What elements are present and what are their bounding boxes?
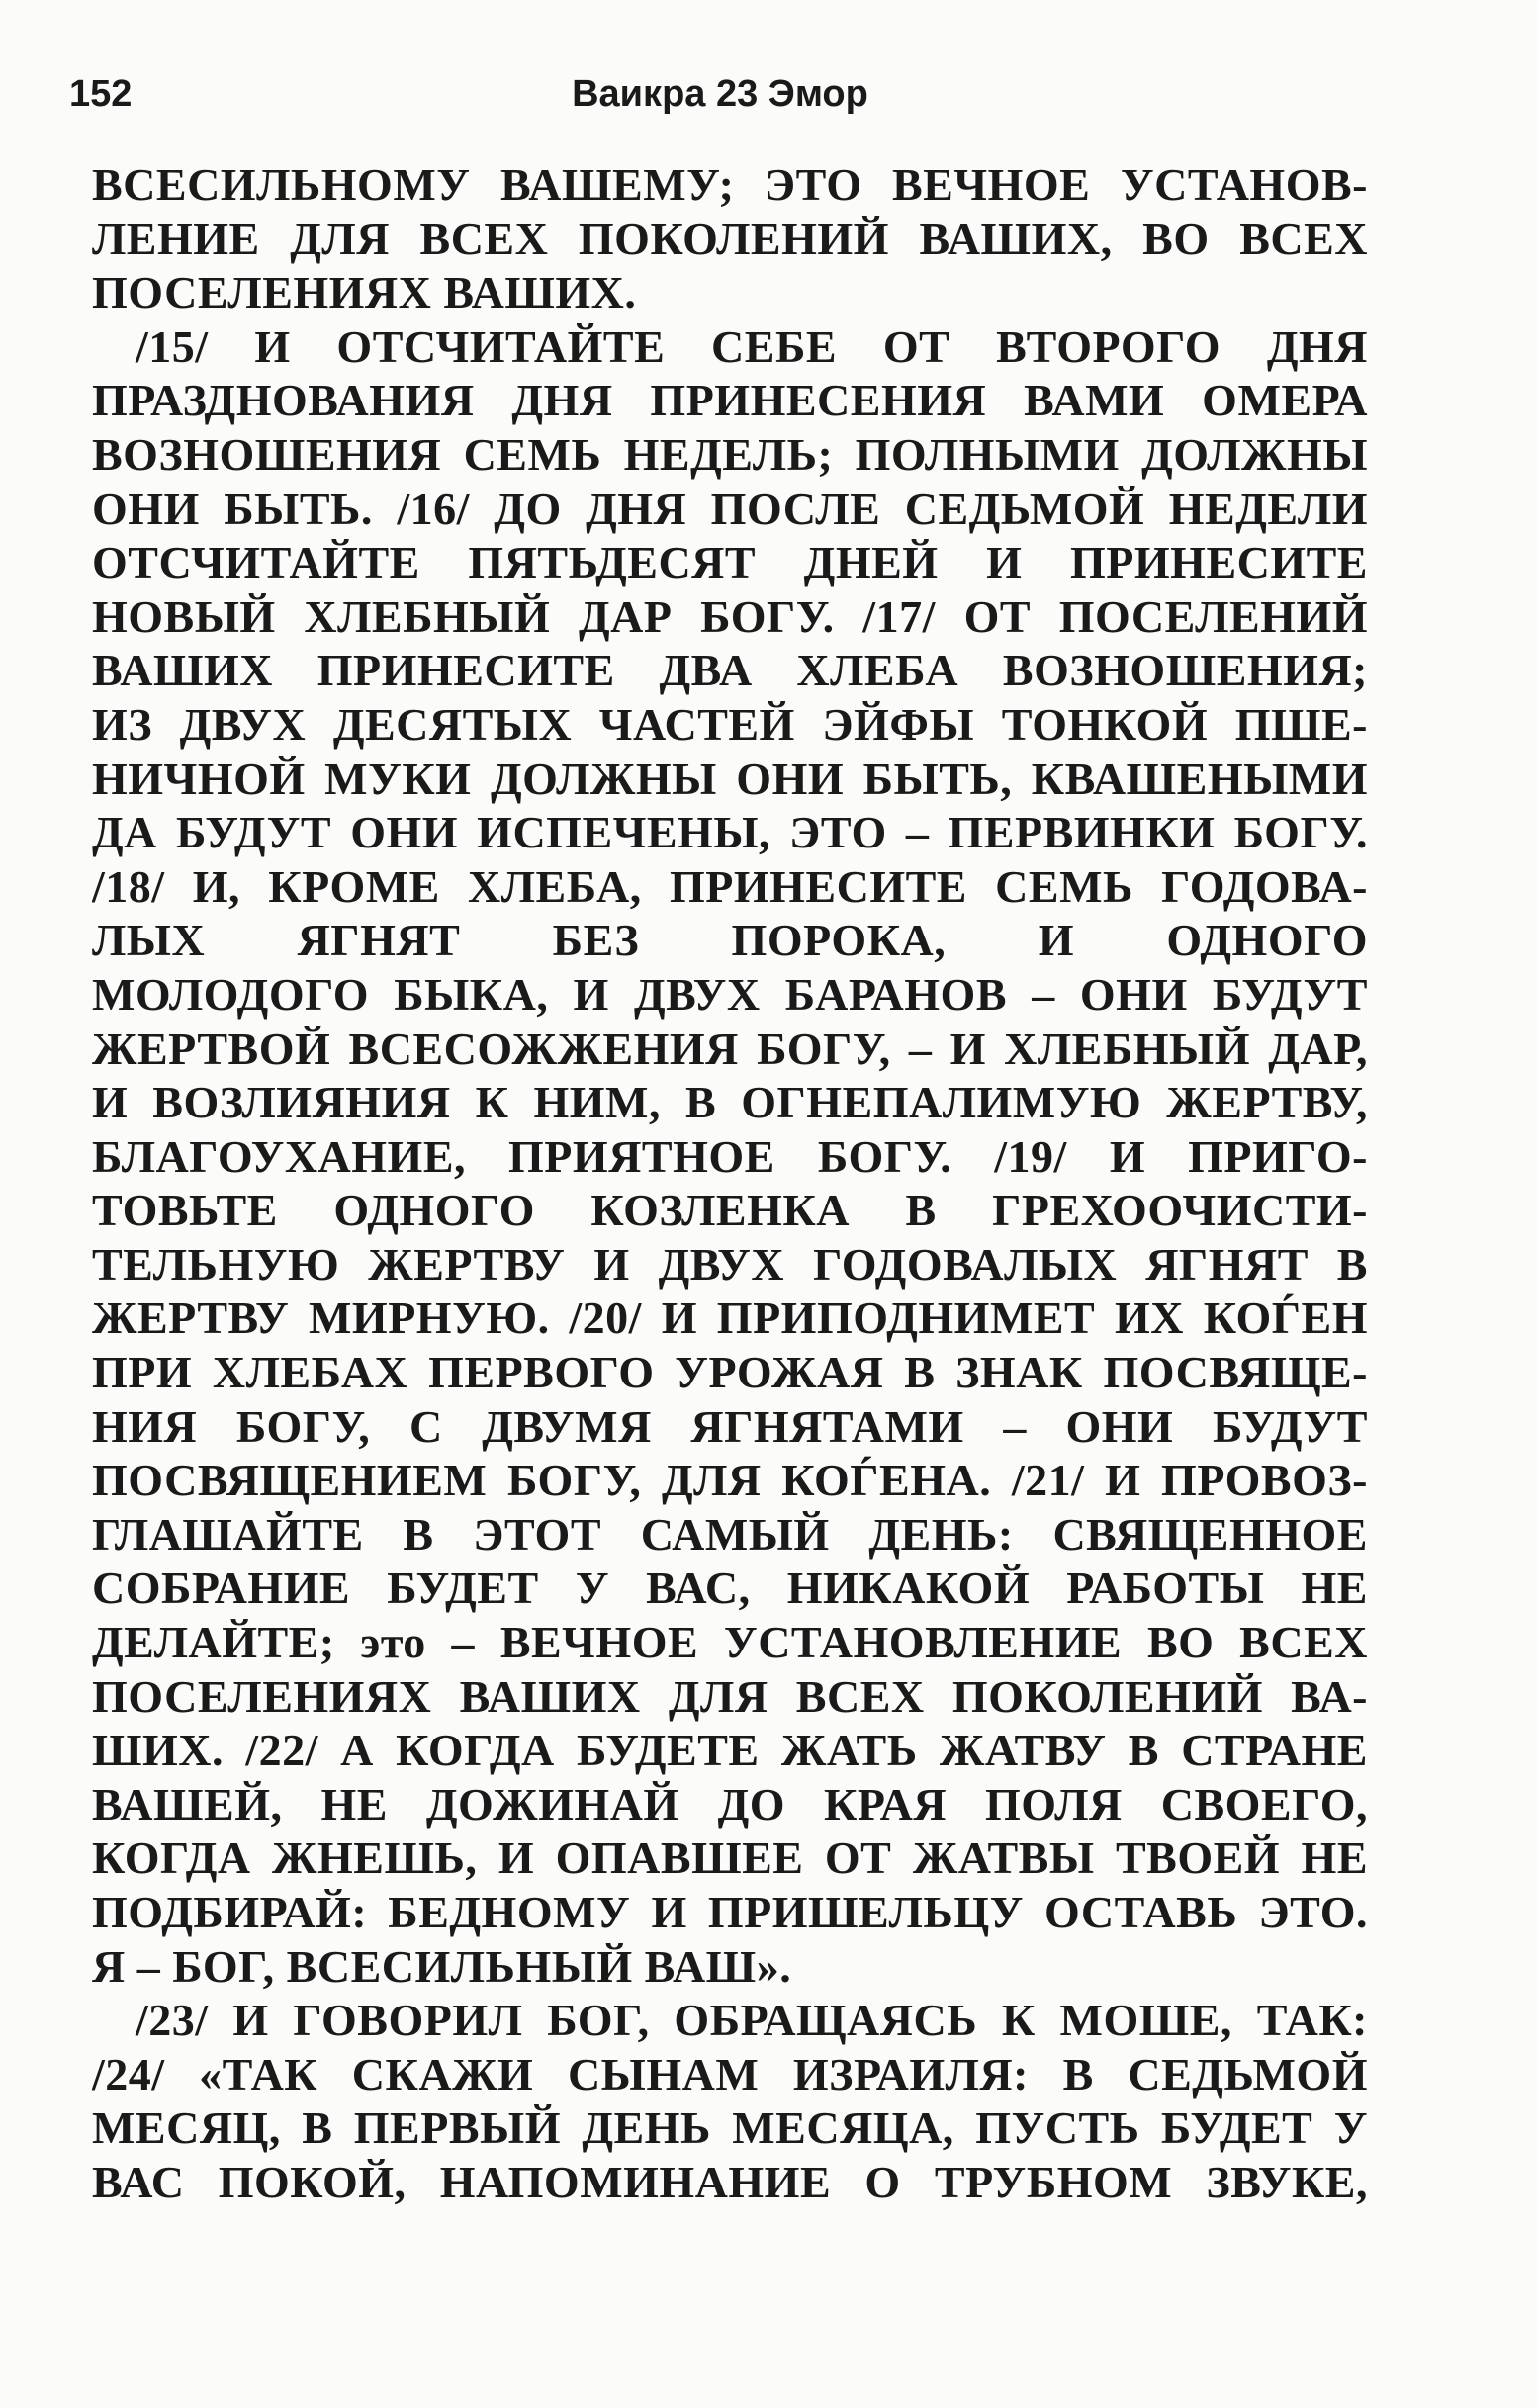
text-line: ВАШИХ ПРИНЕСИТЕ ДВА ХЛЕБА ВОЗНОШЕНИЯ; [92,645,1368,696]
body-text [92,158,1368,2210]
text-line: Я – БОГ, ВСЕСИЛЬНЫЙ ВАШ». [92,1940,792,1992]
text-line: ЛЕНИЕ ДЛЯ ВСЕХ ПОКОЛЕНИЙ ВАШИХ, ВО ВСЕХ [92,213,1368,264]
text-line: ВОЗНОШЕНИЯ СЕМЬ НЕДЕЛЬ; ПОЛНЫМИ ДОЛЖНЫ [92,428,1368,480]
text-line: ТЕЛЬНУЮ ЖЕРТВУ И ДВУХ ГОДОВАЛЫХ ЯГНЯТ В [92,1238,1368,1290]
text-line: ОНИ БЫТЬ. /16/ ДО ДНЯ ПОСЛЕ СЕДЬМОЙ НЕДЕЛИ [92,483,1368,534]
text-line: ШИХ. /22/ А КОГДА БУДЕТЕ ЖАТЬ ЖАТВУ В СТРАНЕ [92,1725,1368,1776]
text-line: ЖЕРТВУ МИРНУЮ. /20/ И ПРИПОДНИМЕТ ИХ КОЃЕН [92,1293,1368,1344]
text-line: ДА БУДУТ ОНИ ИСПЕЧЕНЫ, ЭТО – ПЕРВИНКИ БОГУ. [92,807,1368,858]
text-line: /23/ И ГОВОРИЛ БОГ, ОБРАЩАЯСЬ К МОШЕ, ТАК: [136,1995,1368,2046]
text-line: КОГДА ЖНЕШЬ, И ОПАВШЕЕ ОТ ЖАТВЫ ТВОЕЙ НЕ [92,1832,1368,1884]
text-line: ПРАЗДНОВАНИЯ ДНЯ ПРИНЕСЕНИЯ ВАМИ ОМЕРА [92,375,1368,426]
text-line: МОЛОДОГО БЫКА, И ДВУХ БАРАНОВ – ОНИ БУДУТ [92,968,1368,1020]
text-line: СОБРАНИЕ БУДЕТ У ВАС, НИКАКОЙ РАБОТЫ НЕ [92,1562,1368,1614]
text-line: НИЯ БОГУ, С ДВУМЯ ЯГНЯТАМИ – ОНИ БУДУТ [92,1400,1368,1452]
text-line: БЛАГОУХАНИЕ, ПРИЯТНОЕ БОГУ. /19/ И ПРИГО- [92,1130,1368,1182]
text-line: ОТСЧИТАЙТЕ ПЯТЬДЕСЯТ ДНЕЙ И ПРИНЕСИТЕ [92,537,1368,588]
text-line: ТОВЬТЕ ОДНОГО КОЗЛЕНКА В ГРЕХООЧИСТИ- [92,1185,1368,1236]
text-line: ПОСЕЛЕНИЯХ ВАШИХ ДЛЯ ВСЕХ ПОКОЛЕНИЙ ВА- [92,1670,1368,1722]
text-line: ПОДБИРАЙ: БЕДНОМУ И ПРИШЕЛЬЦУ ОСТАВЬ ЭТО. [92,1887,1368,1937]
text-line: ЖЕРТВОЙ ВСЕСОЖЖЕНИЯ БОГУ, – И ХЛЕБНЫЙ ДАР, [92,1023,1368,1074]
text-line: ПРИ ХЛЕБАХ ПЕРВОГО УРОЖАЯ В ЗНАК ПОСВЯЩЕ- [92,1347,1368,1398]
text-line: НОВЫЙ ХЛЕБНЫЙ ДАР БОГУ. /17/ ОТ ПОСЕЛЕНИЙ [92,590,1368,642]
text-line: МЕСЯЦ, В ПЕРВЫЙ ДЕНЬ МЕСЯЦА, ПУСТЬ БУДЕТ У [92,2102,1368,2154]
text-line: /24/ «ТАК СКАЖИ СЫНАМ ИЗРАИЛЯ: В СЕДЬМОЙ [92,2048,1368,2099]
text-line: ПОСВЯЩЕНИЕМ БОГУ, ДЛЯ КОЃЕНА. /21/ И ПРОВОЗ- [92,1455,1368,1506]
text-line: ЛЫХ ЯГНЯТ БЕЗ ПОРОКА, И ОДНОГО [92,915,1368,966]
text-line: НИЧНОЙ МУКИ ДОЛЖНЫ ОНИ БЫТЬ, КВАШЕНЫМИ [92,753,1368,804]
text-line: ВАС ПОКОЙ, НАПОМИНАНИЕ О ТРУБНОМ ЗВУКЕ, [92,2156,1368,2207]
text-line: /15/ И ОТСЧИТАЙТЕ СЕБЕ ОТ ВТОРОГО ДНЯ [136,320,1368,372]
text-line: ДЕЛАЙТЕ; это – ВЕЧНОЕ УСТАНОВЛЕНИЕ ВО ВСЕХ [92,1617,1368,1668]
page-number: 152 [69,73,133,115]
text-line: /18/ И, КРОМЕ ХЛЕБА, ПРИНЕСИТЕ СЕМЬ ГОДОВА- [92,860,1368,912]
running-header [69,67,1371,127]
text-line: ПОСЕЛЕНИЯХ ВАШИХ. [92,267,637,318]
text-line: ВАШЕЙ, НЕ ДОЖИНАЙ ДО КРАЯ ПОЛЯ СВОЕГО, [92,1778,1368,1829]
text-line: ГЛАШАЙТЕ В ЭТОТ САМЫЙ ДЕНЬ: СВЯЩЕННОЕ [92,1508,1368,1560]
text-line: И ВОЗЛИЯНИЯ К НИМ, В ОГНЕПАЛИМУЮ ЖЕРТВУ, [92,1077,1368,1128]
text-line: ВСЕСИЛЬНОМУ ВАШЕМУ; ЭТО ВЕЧНОЕ УСТАНОВ- [92,159,1368,210]
text-line: ИЗ ДВУХ ДЕСЯТЫХ ЧАСТЕЙ ЭЙФЫ ТОНКОЙ ПШЕ- [92,698,1368,750]
running-title: Ваикра 23 Эмор [572,73,868,115]
